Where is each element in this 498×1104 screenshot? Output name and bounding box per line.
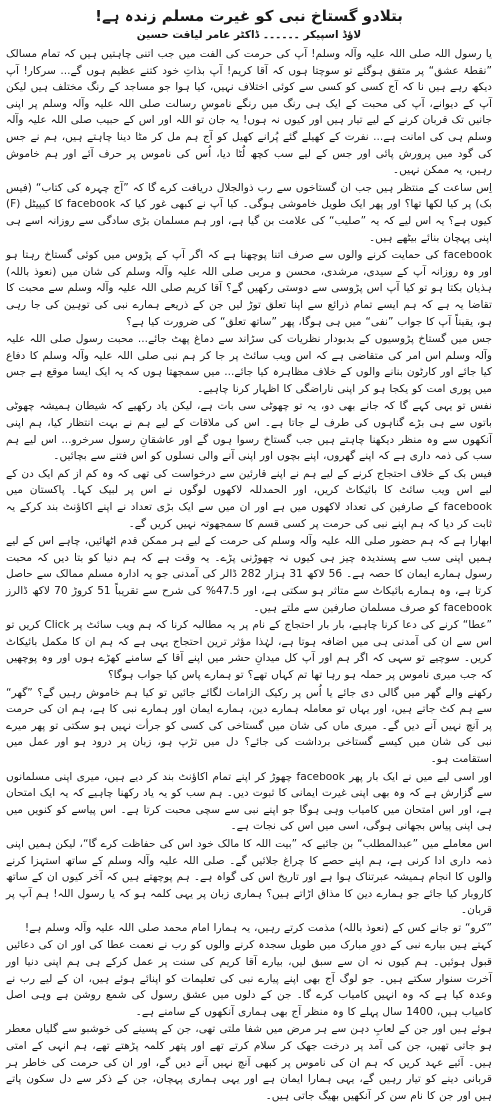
article-paragraph: اِس ساعت کے منتظر ہیں جب ان گستاخوں سے رب ذوالجلال دریافت کرے گا کہ ”آج چہرہ کی کتاب“ (فیس بک) پر کیا لکھا تھا؟ اور پھر ایک طویل خاموشی ہوگی۔ کیا آپ نے کبھی غور کیا کہ facebook کا کیپیٹل (F) کیوں ہے؟ یہ اس لیے کہ یہ ”صلیب“ کی علامت بن گیا ہے، اور ہم مسلمان بڑی سادگی سے روزانہ اسے ہی اپنی پہچان بنائے بیٹھے ہیں۔ [6, 181, 492, 244]
article-paragraph: کہتے ہیں بیارے نبی کے دورِ مبارک میں طویل سجدہ کرنے والوں کو رب نے نعمت عطا کی اور ان کی دعائیں قبول ہوئیں۔ ہم کیوں نہ ان سے سبق لیں، بیارے آقا کریم کی سنت پر عمل کرکے ہی ہم اپنی دنیا اور آخرت سنوار سکتے ہیں۔ جو لوگ آج بھی اپنے پیارے نبی کی تعلیمات کو اپنائے ہوئے ہیں، ان کے لیے رب نے وعدہ کیا ہے کہ وہ انہیں کامیاب کرے گا۔ جن کے دلوں میں عشق رسول کی شمع روشن ہے وہی اصل کامیاب ہیں، 1400 سال پہلے کا وہ منظر آج بھی ہماری آنکھوں کے سامنے ہے۔ [6, 939, 492, 1018]
article-paragraph: ابھارا ہے کہ ہم حضور صلی اللہ علیہ وآلہ وسلم کی حرمت کے لیے ہر ممکن قدم اٹھائیں، چاہے اس کے لیے ہمیں اپنی سب سے پسندیدہ چیز ہی کیوں نہ چھوڑنی پڑے۔ یہ وقت ہے کہ ہم دنیا کو بتا دیں کہ محبت رسول ہمارے ایمان کا حصہ ہے۔ 56 لاکھ 31 ہزار 282 ڈالر کی آمدنی جو یہ ادارہ مسلم ممالک سے حاصل کرتا ہے، وہ ہمارے بائیکاٹ سے متاثر ہو سکتی ہے، اور 47.5% کی شرح سے تقریباً 51 کروڑ 70 لاکھ ڈالرز facebook کو صرف مسلمان صارفین سے ملتے ہیں۔ [6, 535, 493, 614]
article-paragraph: facebook کی حمایت کرنے والوں سے صرف اتنا پوچھنا ہے کہ اگر آپ کے پڑوس میں کوئی گستاخ رہتا ہو اور وہ روزانہ آپ کے سیدی، مرشدی، محسن و مربی صلی اللہ علیہ وآلہ وسلم کی شان میں (نعوذ باللہ) ہذیان بکتا ہو تو کیا آپ اس پڑوسی سے دوستی رکھیں گے؟ آقا کریم صلی اللہ علیہ وآلہ وسلم سے محبت کا تقاضا یہ ہے کہ ہم ایسے تمام ذرائع سے اپنا تعلق توڑ لیں جن کے ذریعے ہمارے نبی کی توہین کی جا رہی ہو، یقیناً آپ کا جواب ”نفی“ میں ہی ہوگا، پھر ”ساتھ تعلق“ کی ضرورت کیا ہے؟ [6, 249, 492, 328]
article-headline: بتلادو گستاخ نبی کو غیرت مسلم زندہ ہے! [95, 7, 403, 25]
article-paragraph: رکھنے والے گھر میں گالی دی جائے یا اُس پر رکیک الزامات لگائے جائیں تو کیا ہم خاموش رہیں گے؟ ”گھر“ سے ہم کٹ جاتے ہیں، اور یہاں تو معاملہ ہمارے دین، ہمارے ایمان اور ہمارے نبی کا ہے، ہم ان کی حرمت پر آنچ نہیں آنے دیں گے۔ میری ماں کی شان میں گستاخی کی کسی کو جرأت نہیں ہو سکتی تو پھر میرے نبی کی شان میں کیسے گستاخی برداشت کی جائے؟ دل میں تڑپ ہو، زبان پر درود ہو اور عمل میں استقامت ہو۔ [6, 686, 492, 765]
article-paragraph: ہوئے ہیں اور جن کے لعابِ دہن سے ہر مرض میں شفا ملتی تھی، جن کے پسینے کی خوشبو سے گلیاں معطر ہو جاتی تھیں، جن کی آمد پر درخت جھک کر سلام کرتے تھے اور پتھر کلمہ پڑھتے تھے، ہم انہی کے امتی ہیں۔ آئیے عہد کریں کہ ہم ان کی ناموس پر کبھی آنچ نہیں آنے دیں گے، اور ان کی حرمت کی خاطر ہر قربانی دینے کو تیار رہیں گے، یہی ہمارا ایمان ہے اور یہی ہماری پہچان، جن کے ذکر سے دل سکون پاتے ہیں اور جن کا نام سن کر آنکھیں بھیگ جاتی ہیں۔ [6, 1023, 492, 1102]
article-paragraph: اور اسی لیے میں نے ایک بار پھر facebook چھوڑ کر اپنے تمام اکاؤنٹ بند کر دیے ہیں، میری اپنی مسلمانوں سے گزارش ہے کہ وہ بھی اپنی غیرت ایمانی کا ثبوت دیں۔ ہم سب کو یہ یاد رکھنا چاہیے کہ یہ ایک امتحان ہے، اور اس امتحان میں کامیاب وہی ہوگا جو اپنے نبی سے سچی محبت کرتا ہے۔ اس پیاسے کو کنویں میں ہی اپنی پیاس بجھانی ہوگی، اسی میں اس کی نجات ہے۔ [6, 770, 492, 833]
article-paragraph: ”کرو“ تو جانے کس کے (نعوذ باللہ) مذمت کرتے رہیں، یہ ہمارا امام محمد صلی اللہ علیہ وآلہ وسلم ہے! [24, 921, 492, 934]
article-paragraph: ”عطا“ کرنے کی دعا کرنا چاہیے، بار بار احتجاج کے نام پر یہ مطالبہ کرنا کہ ہم ویب سائٹ پر Click کریں تو اس سے ان کی آمدنی ہی میں اضافہ ہوتا ہے، لہٰذا مؤثر ترین احتجاج یہی ہے کہ ہم ان کا مکمل بائیکاٹ کریں۔ سوچیے تو سہی کہ اگر ہم اور آپ کل میدانِ حشر میں اپنے آقا کے سامنے کھڑے ہوں اور وہ پوچھیں کہ جب میری ناموس پر حملہ ہو رہا تھا تم کہاں تھے؟ تو ہمارے پاس کیا جواب ہوگا؟ [6, 619, 492, 681]
article-paragraph: یا رسول اللہ صلی اللہ علیہ وآلہ وسلم! آپ کی حرمت کی الفت میں جب اتنی چاہتیں ہیں کہ تمام مسالک ”نقطۂ عشق“ پر متفق ہوگئے تو سوچتا ہوں کہ آقا کریم! آپ بذاتِ خود کتنے عظیم ہوں گے... سرکار! آپ دیکھ رہے ہیں نا کہ آج کسی کو کسی سے کوئی اختلاف نہیں، کیا ہوا جو مساجد کے رنگ مختلف ہیں لیکن آپ کے دیوانے، آپ کی محبت کے ایک ہی رنگ میں رنگے ناموسِ رسالت صلی اللہ علیہ وآلہ وسلم پر اپنی جانیں تک قربان کرنے کے لیے تیار ہیں اور کیوں نہ ہوں! یہ جان تو اللہ اور اس کے حبیب صلی اللہ علیہ وآلہ وسلم ہی کی امانت ہے... نفرت کے کھیلے گئے پُرانے کھیل کو آج ہم مل کر مٹا دینا چاہتے ہیں، ہم نے جس کی گود میں پرورش پائی اور جس کے لیے سب کچھ لُٹا دیا، اُس کی ناموس پر حرف آئے اور ہم خاموش رہیں، یہ ممکن نہیں۔ [6, 48, 492, 177]
article-byline: لاؤڈ اسپیکر ۔۔۔۔۔۔ ڈاکٹر عامر لیاقت حسین [136, 29, 362, 41]
article-paragraph: جس میں گستاخ پڑوسیوں کے بدبودار نظریات کی سڑاند سے دماغ پھٹ جائے... محبت رسول صلی اللہ علیہ وآلہ وسلم اس امر کی متقاضی ہے کہ اس ویب سائٹ پر جا کر ہم نبی صلی اللہ علیہ وآلہ وسلم کا دفاع کیا جائے اور کارٹون بنانے والوں کے خلاف مظاہرہ کیا جائے... میں سمجھتا ہوں کہ یہ ایک ایسا موقع ہے جس میں پوری امت کو یکجا ہو کر اپنی ناراضگی کا اظہار کرنا چاہیے۔ [6, 333, 492, 395]
article-paragraph: نفس تو یہی کہے گا کہ جانے بھی دو، یہ تو چھوٹی سی بات ہے، لیکن یاد رکھیے کہ شیطان ہمیشہ چھوٹی باتوں سے ہی بڑے گناہوں کی طرف لے جاتا ہے۔ اس کی ملاقات کے لیے ہم نے بہت انتظار کیا، ہم اپنی آنکھوں سے وہ منظر دیکھنا چاہتے ہیں جب گستاخ رسوا ہوں گے اور عاشقانِ رسول سرخرو... اس لیے ہم سب کی ذمہ داری ہے کہ اپنے گھروں، اپنے بچوں اور اپنی آنے والی نسلوں کو اس فتنے سے بچائیں۔ [6, 400, 492, 463]
article-paragraph: اس معاملے میں ”عبدالمطلب“ بن جائیے کہ ”بیت اللہ کا مالک خود اس کی حفاظت کرے گا“، لیکن ہمیں اپنی ذمہ داری ادا کرنی ہے، ہم اپنے حصے کا چراغ جلائیں گے۔ صلی اللہ علیہ وآلہ وسلم کے ساتھ استہزا کرنے والوں کا انجام ہمیشہ عبرتناک ہوا ہے اور تاریخ اس کی گواہ ہے۔ ہم پوچھتے ہیں کہ آخر کیوں ان کے ساتھ کاروبار کیا جائے جو ہمارے دین کا مذاق اڑاتے ہیں؟ ہماری زبان پر یہی کلمہ ہو کہ یا رسول اللہ! ہم آپ پر قربان۔ [6, 837, 492, 917]
article-paragraph: فیس بک کے خلاف احتجاج کرنے کے لیے ہم نے اپنے قارئین سے درخواست کی تھی کہ وہ کم از کم ایک دن کے لیے اس ویب سائٹ کا بائیکاٹ کریں، اور الحمدللہ لاکھوں لوگوں نے اس پر لبیک کہا۔ پاکستان میں facebook کے صارفین کی تعداد لاکھوں میں ہے اور ان میں سے ایک بڑی تعداد نے اپنے اکاؤنٹ بند کرکے یہ ثابت کر دیا کہ ہم اپنے نبی کی حرمت پر کسی قسم کا سمجھوتہ نہیں کریں گے۔ [6, 467, 492, 530]
